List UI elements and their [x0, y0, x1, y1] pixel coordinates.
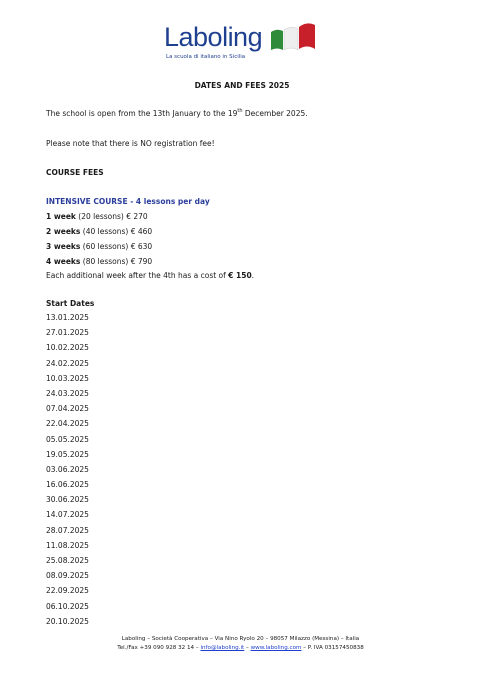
footer-address: Laboling – Società Cooperativa – Via Nino Ryolo 20 – 98057 Milazzo (Messina) – Italia: [121, 636, 360, 642]
start-dates-list: [46, 310, 89, 629]
additional-week-note: Each additional week after the 4th has a cost of € 150.: [46, 271, 255, 280]
fee-row: 1 week (20 lessons) € 270: [46, 212, 148, 221]
start-date-item: 10.03.2025: [46, 373, 89, 383]
start-date-item: 19.05.2025: [46, 449, 89, 459]
start-date-item: 25.08.2025: [46, 556, 89, 565]
fee-row: 3 weeks (60 lessons) € 630: [46, 242, 153, 251]
start-date-item: 24.02.2025: [46, 358, 89, 368]
start-date-item: 05.05.2025: [46, 434, 89, 444]
start-date-item: 06.10.2025: [46, 601, 89, 611]
email-link[interactable]: info@laboling.it: [200, 645, 245, 651]
footer-contacts: Tel./Fax +39 090 928 32 14 – info@laboling.it – www.laboling.com – P. IVA 03157450838: [117, 645, 364, 651]
start-date-item: 07.04.2025: [46, 404, 89, 414]
start-date-item: 10.02.2025: [46, 343, 89, 353]
fee-row: 2 weeks (40 lessons) € 460: [46, 227, 153, 236]
start-dates-heading: Start Dates: [46, 299, 95, 308]
start-date-item: 20.10.2025: [46, 616, 89, 626]
registration-note: Please note that there is NO registration fee!: [46, 139, 215, 148]
logo-tagline: La scuola di italiano in Sicilia: [166, 54, 246, 60]
course-fees-heading: COURSE FEES: [46, 168, 104, 177]
start-date-item: 30.06.2025: [46, 495, 89, 505]
start-date-item: 24.03.2025: [46, 388, 89, 398]
start-date-item: 27.01.2025: [46, 328, 89, 338]
start-date-item: 03.06.2025: [46, 464, 89, 474]
course-title: INTENSIVE COURSE - 4 lessons per day: [46, 197, 210, 206]
page-title: DATES AND FEES 2025: [194, 81, 290, 90]
logo: [164, 20, 324, 60]
fee-row: 4 weeks (80 lessons) € 790: [46, 257, 153, 266]
italian-flag-icon: [269, 22, 317, 52]
start-date-item: 08.09.2025: [46, 571, 89, 581]
start-date-item: 14.07.2025: [46, 510, 89, 520]
logo-wordmark: Laboling: [164, 22, 263, 52]
start-date-item: 11.08.2025: [46, 540, 89, 550]
start-date-item: 28.07.2025: [46, 525, 89, 535]
start-date-item: 22.04.2025: [46, 419, 89, 429]
start-date-item: 13.01.2025: [46, 313, 89, 322]
website-link[interactable]: www.laboling.com: [250, 645, 302, 651]
start-date-item: 16.06.2025: [46, 480, 89, 490]
start-date-item: 22.09.2025: [46, 586, 89, 596]
opening-dates: The school is open from the 13th January to the 19th December 2025.: [46, 108, 308, 118]
